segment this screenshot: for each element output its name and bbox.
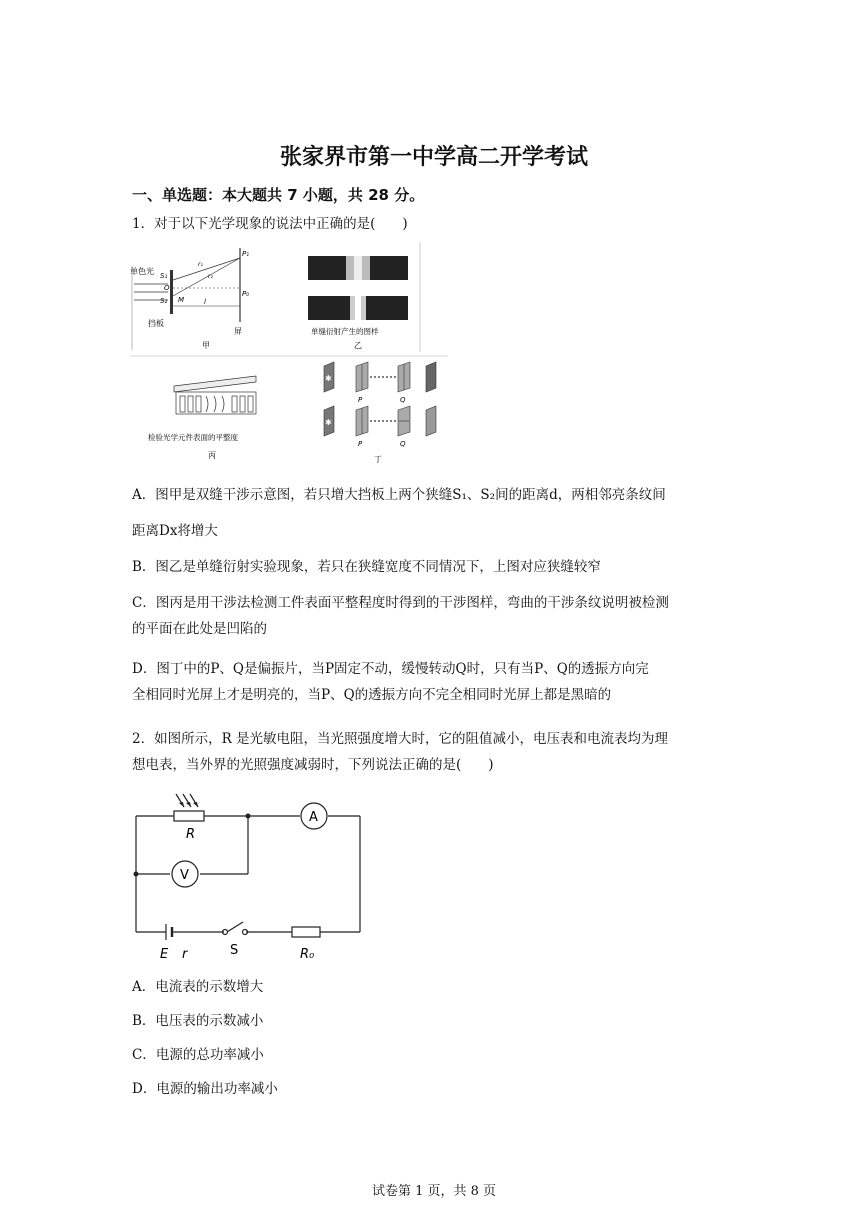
jia-p0: P₀ (242, 290, 250, 298)
ding-q-top: Q (400, 396, 406, 404)
question-2-stem-line2: 想电表，当外界的光照强度减弱时，下列说法正确的是( ) (132, 757, 494, 773)
jia-s2: S₂ (160, 297, 168, 305)
jia-r2: r₂ (208, 273, 213, 280)
jia-p1: P₁ (242, 250, 250, 258)
jia-light-label: 单色光 (130, 267, 154, 276)
yi-label: 单缝衍射产生的图样 (311, 327, 379, 336)
q1-option-c-line2: 的平面在此处是凹陷的 (132, 621, 267, 637)
ding-caption: 丁 (374, 455, 382, 464)
figure-yi-diffraction (308, 242, 420, 352)
q1-option-d-line2: 全相同时光屏上才是明亮的，当P、Q的透振方向不完全相同时光屏上都是黑暗的 (132, 687, 612, 703)
figure-bing-flatness (148, 376, 256, 460)
emf-label: E (160, 947, 169, 962)
ding-p-bottom: P (358, 440, 363, 448)
jia-board: 挡板 (148, 319, 164, 328)
q2-option-b: B．电压表的示数减小 (132, 1013, 264, 1029)
jia-l: l (204, 298, 206, 306)
ammeter-label: A (309, 810, 318, 825)
switch-label: S (230, 943, 239, 958)
ding-q-bottom: Q (400, 440, 406, 448)
ding-p-top: P (358, 396, 363, 404)
resistor-r-label: R (186, 827, 196, 842)
page-footer: 试卷第 1 页，共 8 页 (371, 1184, 497, 1199)
jia-caption: 甲 (202, 341, 210, 350)
yi-caption: 乙 (354, 341, 362, 350)
jia-o: O (164, 284, 170, 292)
q2-option-c: C．电源的总功率减小 (132, 1047, 264, 1063)
question-2-circuit (128, 790, 368, 962)
question-1-figure (128, 240, 450, 468)
r0-label: R₀ (300, 947, 315, 962)
svg-text:✱: ✱ (325, 418, 332, 427)
page-title: 张家界市第一中学高二开学考试 (279, 145, 588, 170)
internal-r-label: r (182, 947, 188, 962)
q1-option-d-line1: D．图丁中的P、Q是偏振片，当P固定不动，缓慢转动Q时，只有当P、Q的透振方向完 (132, 661, 649, 677)
q2-option-a: A．电流表的示数增大 (132, 979, 264, 995)
figure-jia-double-slit (130, 248, 249, 350)
figure-ding-polarizers (324, 362, 436, 464)
jia-m: M (178, 296, 185, 304)
q1-option-a-line2: 距离Dx将增大 (132, 523, 218, 539)
question-1-stem: 1．对于以下光学现象的说法中正确的是( ) (132, 216, 408, 232)
q1-option-c-line1: C．图丙是用干涉法检测工件表面平整程度时得到的干涉图样，弯曲的干涉条纹说明被检测 (132, 595, 669, 611)
svg-text:✱: ✱ (325, 374, 332, 383)
bing-label: 检验光学元件表面的平整度 (148, 433, 238, 442)
bing-caption: 丙 (208, 451, 216, 460)
question-2-stem-line1: 2．如图所示，R 是光敏电阻，当光照强度增大时，它的阻值减小，电压表和电流表均为理 (132, 731, 669, 747)
jia-r1: r₁ (198, 261, 203, 268)
section-heading: 一、单选题：本大题共 7 小题，共 28 分。 (132, 186, 425, 204)
q1-option-b: B．图乙是单缝衍射实验现象，若只在狭缝宽度不同情况下，上图对应狭缝较窄 (132, 559, 601, 575)
q2-option-d: D．电源的输出功率减小 (132, 1081, 278, 1097)
voltmeter-label: V (180, 868, 189, 883)
jia-s1: S₁ (160, 272, 168, 280)
jia-screen: 屏 (234, 327, 242, 336)
q1-option-a-line1: A．图甲是双缝干涉示意图，若只增大挡板上两个狭缝S₁、S₂间的距离d，两相邻亮条纹间 (132, 487, 666, 503)
